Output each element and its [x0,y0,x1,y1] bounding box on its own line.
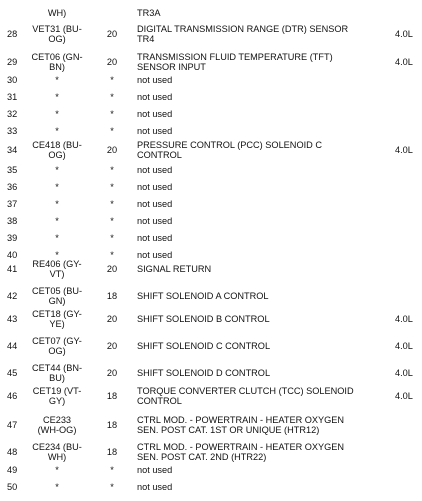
circuit-description-line: TR4 [137,34,155,44]
circuit-description [137,442,392,462]
circuit-description-line: TRANSMISSION FLUID TEMPERATURE (TFT) [137,52,333,62]
circuit-id [28,233,86,243]
wire-gauge: 20 [106,264,118,274]
pin-number: 43 [7,314,18,324]
circuit-description [137,199,392,209]
circuit-id-line: GN) [48,296,66,306]
circuit-id-line: * [55,126,59,136]
circuit-description-line: CTRL MOD. - POWERTRAIN - HEATER OXYGEN [137,415,345,425]
circuit-description-line: DIGITAL TRANSMISSION RANGE (DTR) SENSOR [137,24,349,34]
circuit-text-continued: WH) [47,8,67,18]
wire-gauge: * [110,482,114,492]
circuit-id-line: CE233 [42,415,72,425]
circuit-description-line: CTRL MOD. - POWERTRAIN - HEATER OXYGEN [137,442,345,452]
circuit-description-line: SHIFT SOLENOID D CONTROL [137,368,271,378]
circuit-description [137,250,392,260]
continued-row-fragment [0,8,422,19]
pin-number: 48 [7,447,18,457]
wire-gauge: * [110,216,114,226]
circuit-id-line: CET44 (BN- [31,363,83,373]
circuit-description-line: not used [137,216,173,226]
wire-gauge: * [110,92,114,102]
circuit-id-line: RE406 (GY- [32,259,82,269]
wire-gauge: 20 [106,145,118,155]
pin-number: 35 [7,165,18,175]
pin-number: 32 [7,109,18,119]
circuit-id-line: WH) [47,452,67,462]
circuit-description-line: not used [137,233,173,243]
circuit-description [137,482,392,492]
circuit-description [137,216,392,226]
pin-number: 31 [7,92,18,102]
pin-number: 39 [7,233,18,243]
circuit-id [28,75,86,85]
circuit-id [28,465,86,475]
circuit-description-line: TORQUE CONVERTER CLUTCH (TCC) SOLENOID [137,386,354,396]
wire-gauge: * [110,165,114,175]
circuit-description-line: not used [137,199,173,209]
wire-gauge: 18 [106,291,118,301]
wire-gauge: 18 [106,391,118,401]
pin-number: 37 [7,199,18,209]
circuit-id [28,482,86,492]
pin-number: 38 [7,216,18,226]
engine-note: 4.0L [395,29,413,39]
circuit-id [28,92,86,102]
circuit-description-line: SEN. POST CAT. 1ST OR UNIQUE (HTR12) [137,425,320,435]
circuit-id-line: * [55,182,59,192]
circuit-id [28,309,86,329]
circuit-id-line: OG) [48,34,66,44]
engine-note: 4.0L [395,57,413,67]
circuit-id [28,109,86,119]
wire-gauge: * [110,182,114,192]
engine-note: 4.0L [395,314,413,324]
circuit-description [137,233,392,243]
pin-number: 49 [7,465,18,475]
wire-gauge: * [110,233,114,243]
circuit-description [137,465,392,475]
pin-number: 30 [7,75,18,85]
engine-note: 4.0L [395,341,413,351]
circuit-id-line: CET07 (GY- [32,336,82,346]
wire-gauge: 20 [106,57,118,67]
circuit-description [137,126,392,136]
pin-number: 29 [7,57,18,67]
circuit-id [28,140,86,160]
circuit-id [28,259,86,279]
circuit-description-line: not used [137,92,173,102]
wire-gauge: 20 [106,341,118,351]
pin-number: 42 [7,291,18,301]
circuit-id-line: * [55,75,59,85]
pin-number: 41 [7,264,18,274]
engine-note: 4.0L [395,391,413,401]
circuit-id [28,415,86,435]
circuit-description [137,314,392,324]
circuit-id-line: YE) [49,319,65,329]
circuit-id-line: * [55,109,59,119]
pin-number: 36 [7,182,18,192]
circuit-id [28,442,86,462]
pin-number: 40 [7,250,18,260]
circuit-id-line: VT) [49,269,65,279]
circuit-id [28,216,86,226]
circuit-description-line: not used [137,482,173,492]
circuit-description-line: not used [137,109,173,119]
pin-number: 34 [7,145,18,155]
description-text-continued: TR3A [137,8,161,18]
circuit-id [28,126,86,136]
circuit-id-line: BU) [49,373,65,383]
circuit-id [28,52,86,72]
circuit-id [28,286,86,306]
circuit-id [28,386,86,406]
circuit-id-line: * [55,165,59,175]
engine-note: 4.0L [395,368,413,378]
circuit-id [28,182,86,192]
circuit-description-line: CONTROL [137,396,182,406]
wire-gauge: * [110,126,114,136]
circuit-id-line: * [55,233,59,243]
pin-number: 28 [7,29,18,39]
wire-gauge: 18 [106,447,118,457]
circuit-id [28,336,86,356]
circuit-description-line: SENSOR INPUT [137,62,206,72]
circuit-description [137,291,392,301]
circuit-id-line: GY) [48,396,66,406]
circuit-description [137,52,392,72]
circuit-description [137,75,392,85]
circuit-id-line: * [55,216,59,226]
circuit-id-line: VET31 (BU- [32,24,82,34]
circuit-id-line: CET19 (VT- [32,386,82,396]
circuit-id-line: CET05 (BU- [31,286,83,296]
pin-number: 46 [7,391,18,401]
wire-gauge: 20 [106,368,118,378]
circuit-description [137,109,392,119]
circuit-description [137,415,392,435]
circuit-id-line: CET18 (GY- [32,309,82,319]
wire-gauge: * [110,465,114,475]
pin-number: 47 [7,420,18,430]
circuit-description [137,368,392,378]
circuit-id-line: OG) [48,150,66,160]
wire-gauge: 18 [106,420,118,430]
circuit-description [137,24,392,44]
wire-gauge: * [110,199,114,209]
circuit-id-line: CE418 (BU- [32,140,82,150]
circuit-id [28,24,86,44]
circuit-description [137,386,392,406]
pin-number: 44 [7,341,18,351]
engine-note: 4.0L [395,145,413,155]
circuit-id-line: * [55,465,59,475]
circuit-id-line: (WH-OG) [37,425,77,435]
circuit-id-line: * [55,199,59,209]
circuit-description-line: SHIFT SOLENOID C CONTROL [137,341,271,351]
wire-gauge: * [110,250,114,260]
circuit-id [28,199,86,209]
circuit-description-line: SEN. POST CAT. 2ND (HTR22) [137,452,267,462]
circuit-id [28,165,86,175]
circuit-description-line: PRESSURE CONTROL (PCC) SOLENOID C [137,140,322,150]
circuit-description-line: not used [137,75,173,85]
circuit-description-line: not used [137,182,173,192]
circuit-id-line: * [55,92,59,102]
circuit-description [137,264,392,274]
circuit-description-line: not used [137,165,173,175]
circuit-id-line: * [55,250,59,260]
circuit-description-line: SHIFT SOLENOID B CONTROL [137,314,270,324]
circuit-description-line: CONTROL [137,150,182,160]
wire-gauge: * [110,109,114,119]
pin-number: 33 [7,126,18,136]
circuit-description [137,341,392,351]
circuit-id-line: * [55,482,59,492]
circuit-id-line: BN) [49,62,65,72]
circuit-description-line: not used [137,250,173,260]
circuit-description [137,182,392,192]
wire-gauge: 20 [106,29,118,39]
circuit-description [137,165,392,175]
pin-number: 50 [7,482,18,492]
wire-gauge: 20 [106,314,118,324]
circuit-description-line: not used [137,465,173,475]
wire-gauge: * [110,75,114,85]
circuit-description [137,140,392,160]
circuit-description-line: SHIFT SOLENOID A CONTROL [137,291,269,301]
circuit-id-line: CET06 (GN- [31,52,83,62]
circuit-id-line: OG) [48,346,66,356]
circuit-id [28,363,86,383]
circuit-id-line: CE234 (BU- [32,442,82,452]
circuit-description-line: not used [137,126,173,136]
circuit-description [137,92,392,102]
pin-number: 45 [7,368,18,378]
circuit-description-line: SIGNAL RETURN [137,264,212,274]
